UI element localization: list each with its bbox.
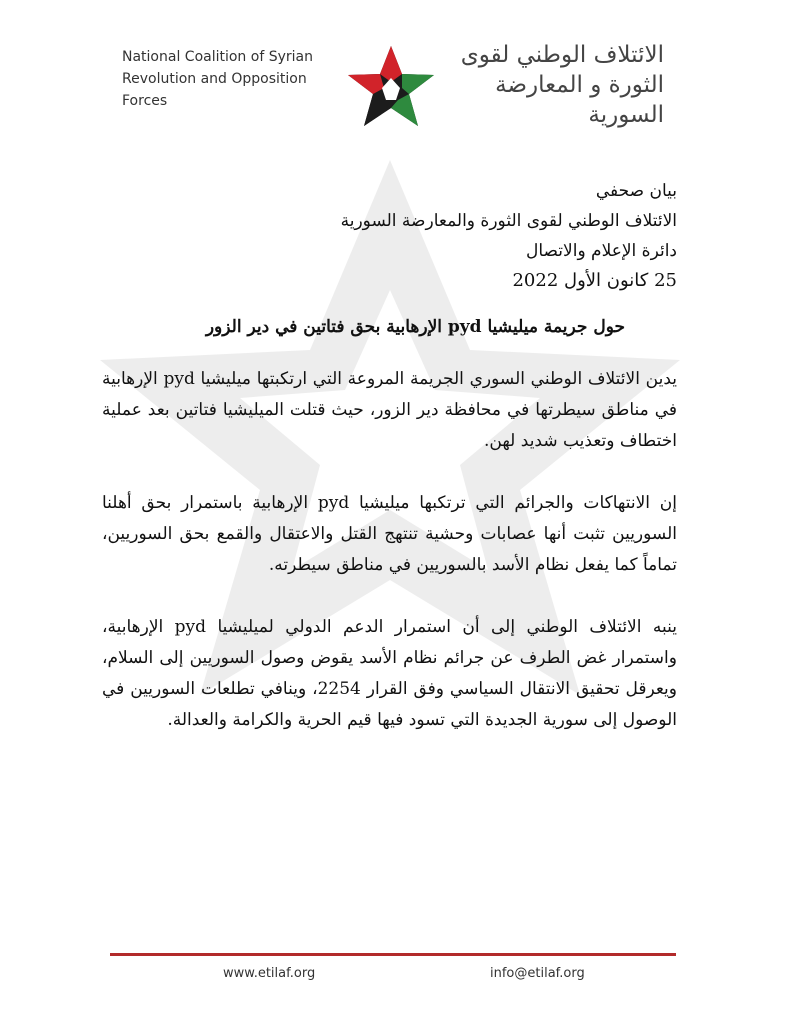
coalition-name-arabic-line2: الثورة و المعارضة السورية	[495, 72, 664, 128]
footer-email-link[interactable]: info@etilaf.org	[490, 966, 585, 981]
coalition-name-arabic-line1: الائتلاف الوطني لقوى	[460, 42, 664, 68]
paragraph-3: ينبه الائتلاف الوطني إلى أن استمرار الدعم الدولي لميليشيا pyd الإرهابية، واستمرار غض الطرف عن جرائم نظام الأسد يقوض وصول السوريين إلى السلام، ويعرقل تحقيق الانتقال السياسي وفق القرار 2254، وينافي تطلعات السوريين في الوصول إلى سورية الجديدة التي تسود فيها قيم الحرية والكرامة والعدالة.	[102, 617, 678, 730]
statement-meta	[257, 176, 677, 296]
coalition-name-english	[122, 46, 352, 112]
statement-date: 25 كانون الأول 2022	[512, 270, 677, 291]
coalition-name-arabic	[440, 40, 664, 130]
footer-website-link[interactable]: www.etilaf.org	[223, 966, 316, 981]
statement-title: حول جريمة ميليشيا pyd الإرهابية بحق فتاتين في دير الزور	[205, 317, 625, 337]
coalition-name-english-line2: Revolution and Opposition Forces	[122, 71, 307, 109]
coalition-name-english-line1: National Coalition of Syrian	[122, 49, 313, 65]
paragraph-2: إن الانتهاكات والجرائم التي ترتكبها ميليشيا pyd الإرهابية باستمرار بحق أهلنا السوريين تثبت أنها عصابات وحشية تنتهج القتل والاعتقال والقمع بحق السوريين، تماماً كما يفعل نظام الأسد بالسوريين في مناطق سيطرته.	[102, 493, 677, 575]
issuer-name: الائتلاف الوطني لقوى الثورة والمعارضة السورية	[340, 211, 677, 231]
footer-divider	[110, 953, 676, 956]
coalition-star-logo-icon	[346, 44, 436, 136]
department-name: دائرة الإعلام والاتصال	[526, 241, 677, 261]
statement-type: بيان صحفي	[595, 181, 677, 201]
paragraph-1: يدين الائتلاف الوطني السوري الجريمة المروعة التي ارتكبتها ميليشيا pyd الإرهابية في مناطق سيطرتها في محافظة دير الزور، حيث قتلت الميليشيا فتاتين بعد عملية اختطاف وتعذيب شديد لهن.	[102, 369, 677, 451]
